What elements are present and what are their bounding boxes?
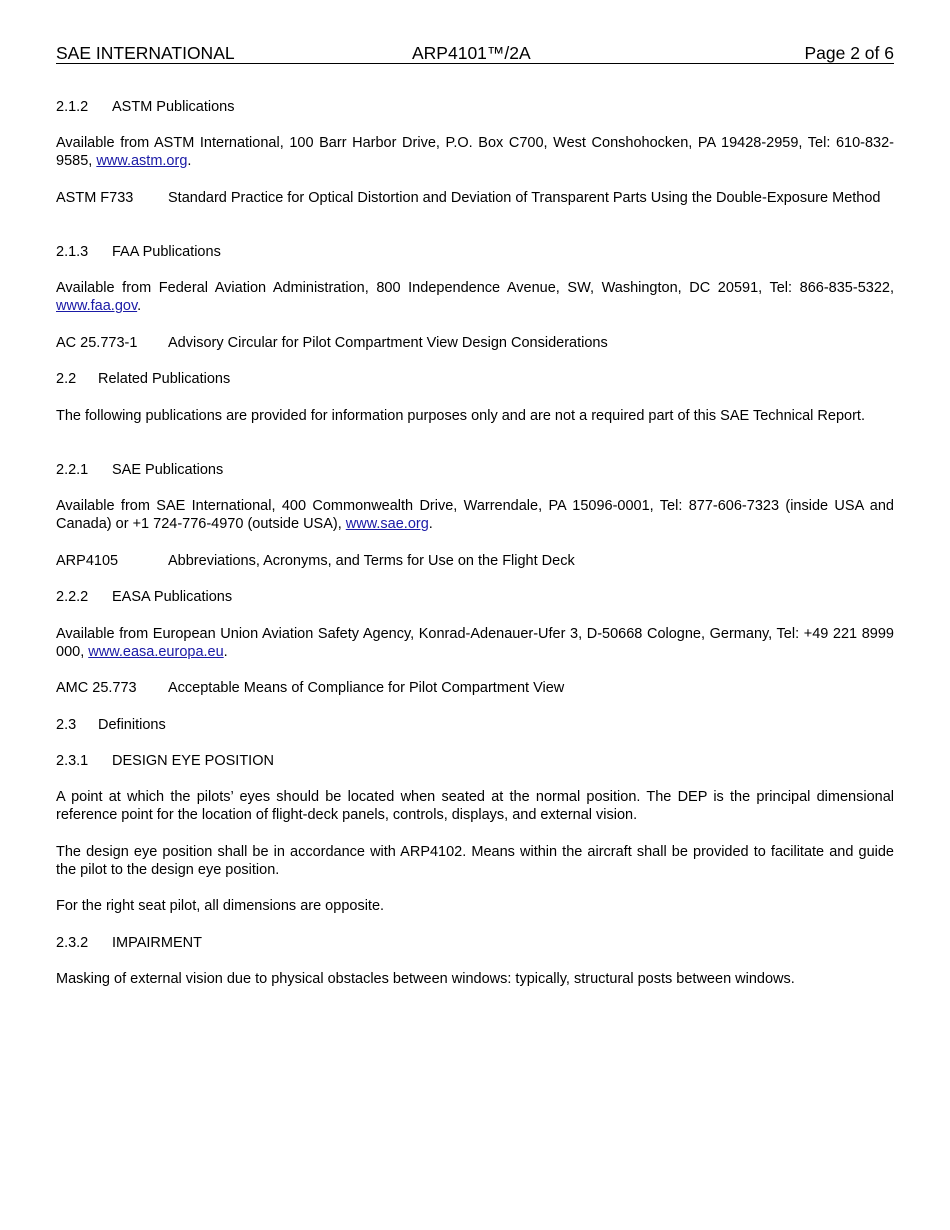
ref-description: Abbreviations, Acronyms, and Terms for Use on the Flight Deck — [168, 553, 575, 569]
ref-description: Standard Practice for Optical Distortion and Deviation of Transparent Parts Using the Double-Exposure Method — [168, 190, 881, 206]
section-number: 2.3 — [56, 717, 77, 733]
section-number: 2.2 — [56, 371, 77, 387]
heading-2-3-1 — [56, 752, 894, 770]
availability-text: Available from ASTM International, 100 Barr Harbor Drive, P.O. Box C700, West Conshohocken, PA 19428-2959, Tel: 610-832-9585, — [56, 135, 894, 169]
heading-2-2 — [56, 370, 894, 388]
header-page-number: Page 2 of 6 — [804, 43, 894, 63]
section-number: 2.2.1 — [56, 462, 89, 478]
section-title: FAA Publications — [112, 244, 221, 260]
heading-2-2-2 — [56, 588, 894, 606]
ref-description: Advisory Circular for Pilot Compartment View Design Considerations — [168, 335, 608, 351]
availability-text: Available from Federal Aviation Administration, 800 Independence Avenue, SW, Washington, DC 20591, Tel: 866-835-5322, — [56, 280, 894, 296]
dep-paragraph-1: A point at which the pilots’ eyes should be located when seated at the normal position. The DEP is the principal dimensional reference point for the location of flight-deck panels, controls, displays, and external vision. — [56, 789, 894, 823]
header-doc-id: ARP4101™/2A — [412, 43, 531, 63]
dep-paragraph-2: The design eye position shall be in accordance with ARP4102. Means within the aircraft shall be provided to facilitate and guide the pilot to the design eye position. — [56, 844, 894, 878]
heading-2-1-2 — [56, 98, 894, 116]
ref-arp4105 — [56, 552, 894, 570]
astm-link[interactable]: www.astm.org — [96, 153, 188, 169]
header-org: SAE INTERNATIONAL — [56, 43, 235, 63]
ref-code: AC 25.773-1 — [56, 335, 138, 351]
period: . — [223, 644, 228, 660]
ref-code: AMC 25.773 — [56, 680, 137, 696]
ref-ac-25-773-1 — [56, 334, 894, 352]
period: . — [137, 298, 142, 314]
section-number: 2.1.3 — [56, 244, 89, 260]
ref-astm-f733 — [56, 189, 894, 207]
section-title: SAE Publications — [112, 462, 224, 478]
easa-availability — [56, 625, 894, 661]
faa-availability — [56, 279, 894, 315]
availability-text: Available from European Union Aviation Safety Agency, Konrad-Adenauer-Ufer 3, D-50668 Cologne, Germany, Tel: +49 221 8999 000, — [56, 626, 894, 660]
document-page — [56, 43, 894, 987]
period: . — [187, 153, 192, 169]
heading-2-3-2 — [56, 934, 894, 952]
easa-link[interactable]: www.easa.europa.eu — [88, 644, 224, 660]
ref-code: ASTM F733 — [56, 190, 134, 206]
heading-2-1-3 — [56, 243, 894, 261]
sae-link[interactable]: www.sae.org — [345, 516, 429, 532]
section-title: Definitions — [98, 717, 166, 733]
heading-2-2-1 — [56, 461, 894, 479]
impairment-paragraph: Masking of external vision due to physical obstacles between windows: typically, structural posts between windows. — [56, 971, 795, 987]
section-title: IMPAIRMENT — [112, 935, 202, 951]
section-number: 2.3.2 — [56, 935, 89, 951]
sae-availability — [56, 497, 894, 533]
dep-paragraph-3: For the right seat pilot, all dimensions are opposite. — [56, 898, 385, 914]
astm-availability — [56, 134, 894, 170]
section-title: DESIGN EYE POSITION — [112, 753, 274, 769]
section-title: Related Publications — [98, 371, 231, 387]
related-pubs-text: The following publications are provided for information purposes only and are not a required part of this SAE Technical Report. — [56, 408, 865, 424]
section-number: 2.2.2 — [56, 589, 89, 605]
ref-amc-25-773 — [56, 679, 894, 697]
section-number: 2.3.1 — [56, 753, 89, 769]
section-title: EASA Publications — [112, 589, 233, 605]
ref-code: ARP4105 — [56, 553, 119, 569]
ref-description: Acceptable Means of Compliance for Pilot Compartment View — [168, 680, 565, 696]
faa-link[interactable]: www.faa.gov — [56, 298, 138, 314]
page-header — [56, 43, 894, 64]
section-title: ASTM Publications — [112, 99, 235, 115]
availability-text: Available from SAE International, 400 Commonwealth Drive, Warrendale, PA 15096-0001, Tel: 877-606-7323 (inside USA and Canada) or +1 724-776-4970 (outside USA), — [56, 498, 894, 532]
period: . — [428, 516, 433, 532]
heading-2-3 — [56, 716, 894, 734]
section-number: 2.1.2 — [56, 99, 89, 115]
